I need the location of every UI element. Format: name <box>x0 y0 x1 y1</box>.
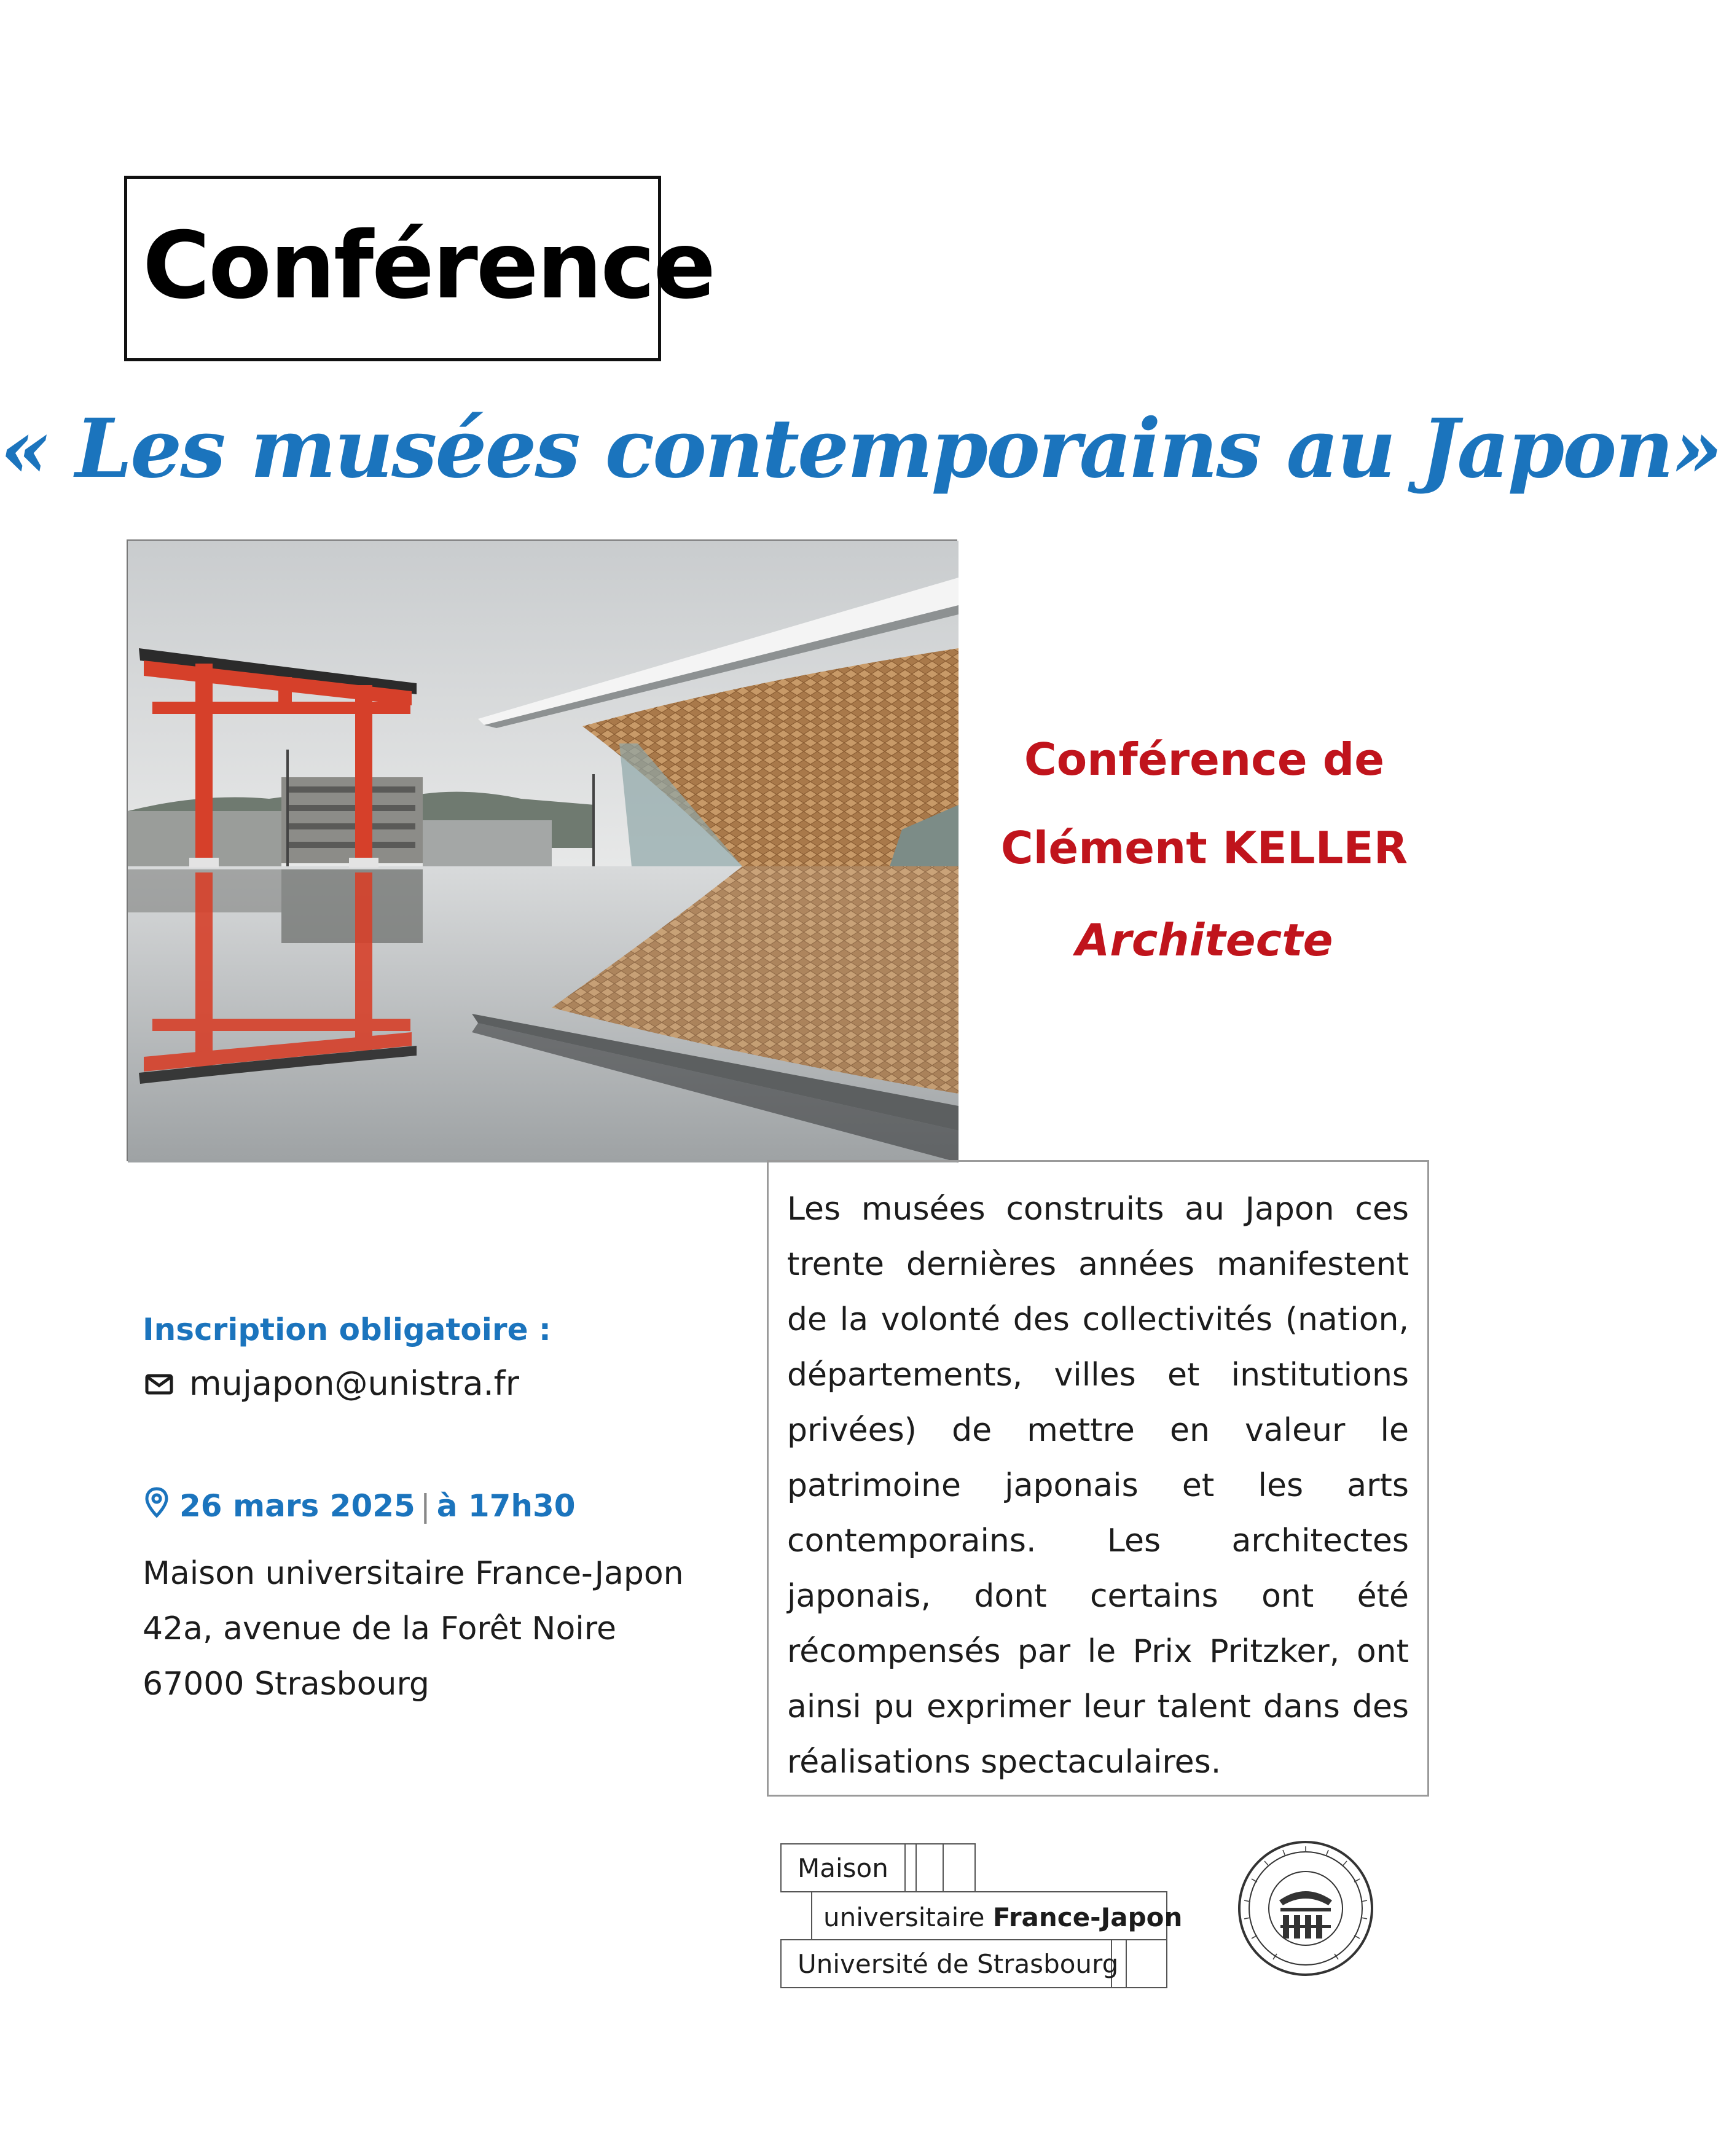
logo-text-france-japon: France-Japon <box>992 1902 1183 1932</box>
date-row <box>145 1487 576 1525</box>
museum-photo <box>127 539 957 1161</box>
description-box <box>767 1160 1429 1797</box>
logo-text-universitaire-prefix: universitaire <box>823 1902 993 1932</box>
description-text: Les musées construits au Japon ces trente dernières années manifestent de la volonté des collectivités (nation, départements, villes et institutions privées) de mettre en valeur le patrimoine japonais et les arts contemporains. Les architectes japonais, dont certains ont été récompensés par le Prix Pritzker, ont ainsi pu exprimer leur talent dans des réalisations spectaculaires. <box>787 1191 1409 1781</box>
address-line-1: Maison universitaire France-Japon <box>143 1555 684 1592</box>
logo-text-universitaire <box>823 1902 1183 1932</box>
event-date: 26 mars 2025 <box>179 1488 415 1524</box>
logo-cell <box>904 1843 917 1892</box>
email-row[interactable] <box>145 1364 519 1403</box>
logo-cell <box>915 1843 944 1892</box>
mail-icon <box>145 1364 189 1403</box>
registration-label: Inscription obligatoire : <box>143 1312 551 1347</box>
date-separator: | <box>420 1488 431 1524</box>
address-line-2: 42a, avenue de la Forêt Noire <box>143 1610 616 1647</box>
speaker-name: Clément KELLER <box>1000 822 1408 874</box>
speaker-heading: Conférence de <box>1024 734 1385 785</box>
society-seal-icon <box>1236 1839 1375 1978</box>
location-pin-icon <box>145 1487 179 1525</box>
speaker-role: Architecte <box>1075 914 1333 966</box>
address-line-3: 67000 Strasbourg <box>143 1666 429 1703</box>
event-title: « Les musées contemporains au Japon» <box>0 401 1721 496</box>
logo-text-maison: Maison <box>798 1853 888 1883</box>
page-title: Conférence <box>143 213 715 319</box>
logo-cell <box>943 1843 976 1892</box>
logo-cell <box>1126 1939 1167 1988</box>
email-link[interactable]: mujapon@unistra.fr <box>189 1364 519 1403</box>
event-time: à 17h30 <box>436 1488 576 1524</box>
logo-text-universite: Université de Strasbourg <box>798 1949 1119 1979</box>
mufj-logo <box>780 1843 1183 1991</box>
